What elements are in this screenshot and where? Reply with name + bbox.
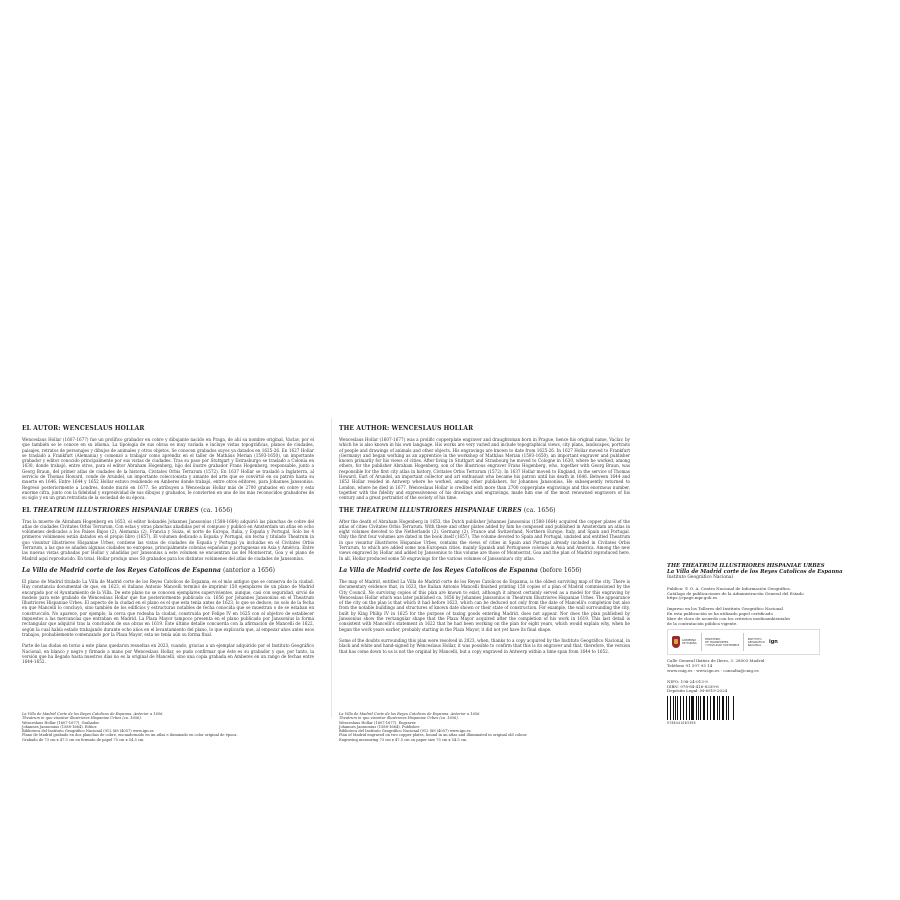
publica-line: Catálogo de publicaciones de la Administración General del Estado [667,590,804,596]
madrid-text-es-2: Parte de las dudas en torno a este plano quedaron resueltas en 2023, cuando, gracias a un ejemplar adquirido por el Instituto Geográfico Nacional, en blanco y negro y firmado a mano por Wenceslaus Hollar, se pudo confirmar que éste es su grabador y que, por tanto, la versión que ha llegado hasta nuestros días no es la original de Mancelli, sino una copia grabada en Amberes en un rango de fechas entre 1644-1652. [22,643,314,665]
institution-logos [667,629,820,655]
madrid-text-en-1: The map of Madrid, entitled La Villa de Madrid corte de los Reyes Catolicos de Espanna, is the oldest surviving map of the city. There is documentary evidence that, in 1623, the Italian Antonio Mancelli finished printing 150 copies of a plan of Madrid commissioned by the City Council. No surviving copies of this plan are known to exist, although it almost certainly served as a model for this engraving by Wenceslaus Hollar which was later published ca. 1656 by Johannes Janssonius in Theatrum Illustriores Hispaniae Urbes. The appearance of the city on the plan is that which it had before 1623, which can be deduced not only from the date of Mancelli's completion but also from the notable buildings and structures of known date shown or their state of construction. For example, the wall surrounding the city, built by King Philip IV in 1625 for the purpose of taxing goods entering Madrid, does not appear. Nor does the plan published by Janssonius show the rectangular shape that the Plaza Mayor acquired after the completion of his work in 1619. This last detail is consistent with Mancelli's statement in 1622 that he had been working on the plan for eight years, which would explain why, when he began the work years earlier, probably starting in the Plaza Mayor, it did not yet have its final shape. [339,578,630,632]
credit-line: Plan of Madrid engraved on two copper plates, bound in an atlas and illuminated in original old colour. [339,733,528,738]
madrid-text-es-1: El plano de Madrid titulado La Villa de Madrid corte de los Reyes Catolicos de Espanna, es el más antiguo que se conserva de la ciudad. Hay constancia documental de que, en 1623, el italiano Antonio Mancelli terminó de imprimir 150 ejemplares de un plano de Madrid encargado por el Ayuntamiento de la Villa. De este plano no se conocen ejemplares supervivientes, aunque, casi con seguridad, sirvió de modelo para este grabado de Wenceslaus Hollar que fue posteriormente publicado ca. 1656 por Johannes Janssonius en el Theatrum Illustriores Hispaniae Urbes. El aspecto de la ciudad en el plano es el que esta tenía antes de 1623, lo que se deduce, no solo de la fecha en que Mancelli lo concluyó, sino también de los edificios y estructuras notables de fecha conocida que se muestran o de se estaban en construcción. No aparece, por ejemplo, la cerca que rodeaba la ciudad, construida por Felipe IV en 1625 con el objetivo de establecer impuestos a las mercancías que entraban en Madrid. La Plaza Mayor tampoco presenta en el plano publicado por Janssonius la forma rectangular que adquirió tras la conclusión de sus obras en 1619. Este último detalle concuerda con la afirmación de Mancelli de 1622, según la cual había estado trabajando durante ocho años en el levantamiento del plano, lo que explicaría que, al empezar años antes esos trabajos, probablemente comenzando por la Plaza Mayor, esta no tenía aún su forma final. [22,578,314,637]
madrid-text-en-2: Some of the doubts surrounding this plan were resolved in 2023, when, thanks to a copy acquired by the Instituto Geográfico Nacional, in black and white and hand-signed by Wenceslaus Hollar, it was possible to confirm that this is its engraver and that, therefore, the version that has come down to us is not the original by Mancelli, but a copy engraved in Antwerp within a time span from 1644 to 1652. [339,637,630,654]
credit-line: La Villa de Madrid Corte de los Reyes Catolicos de Espanna. Anterior a 1656. [339,712,481,716]
address-line: www.cnig.es · www.ign.es · consulta@cnig.es [667,667,759,673]
printed-line: En esta publicación se ha utilizado papel certificado [667,611,773,616]
coat-of-arms-icon [672,636,680,648]
madrid-heading-en: La Villa de Madrid corte de los Reyes Catolicos de Espanna (before 1656) [339,566,582,574]
credit-line: Wenceslaus Hollar (1607-1677). Engraver. [339,720,417,725]
credit-line: Plano de Madrid grabado en dos planchas de cobre, encuadernado en un atlas e iluminado en color original de época. [22,733,238,738]
theatrum-heading-en: THE THEATRUM ILLUSTRIORES HISPANIAE URBES (ca. 1656) [339,506,556,514]
publica-line: Publica: © O. A. Centro Nacional de Información Geográfica. [667,585,791,591]
credit-line: Theatrum in quo visuntur illustriores Hispaniae Urbes (ca. 1656). [22,716,142,721]
author-text-en: Wenceslaus Hollar (1607-1677) was a prolific copperplate engraver and draughtsman born in Prague, hence his original name, Vaclav, by which he is also known in his own language. His works are very varied and include topographical views, city plans, landscapes, portraits of people and drawings of animals and other objects. His engravings are known to date from 1625-26. In 1627 Hollar moved to Frankfurt (Germany) and began working as an apprentice in the workshop of Mathäus Merian (1593-1650), an important engraver and publisher known primarily for his views of cities. After living in Stuttgart and Strasbourg he moved to Cologne in 1630, where he worked, among others, for the publisher Abraham Hogenberg, son of the illustrious engraver Frans Hogenberg, who, together with Georg Braun, was responsible for the first city atlas in history, Civitates Orbis Terrarum (1572). In 1637 Hollar moved to England, in the service of Thomas Howard, Earl of Arundel, an important collector and art enthusiast who became his patron until his death in 1646. Between 1644 and 1652 Hollar resided in Antwerp where he worked, among other publishers, for Johannes Janssonius. He subsequently returned to London, where he died in 1677. Wenceslaus Hollar is credited with more than 2700 copperplate engravings and this enormous number, together with the fidelity and expressiveness of his drawings and engravings, made him one of the most renowned engravers of his century and a great portraitist of the society of his time. [339,437,630,501]
printed-line: libre de cloro de acuerdo con los criterios medioambientales [667,615,791,621]
author-heading-en: THE AUTHOR: WENCESLAUS HOLLAR [339,425,474,432]
credit-line: Wenceslaus Hollar (1607-1677). Grabador. [22,720,100,725]
credits-es [22,712,314,742]
theatrum-text-es: Tras la muerte de Abraham Hogenberg en 1653, el editor holandés Johannes Janssonius (1588-1664) adquirió las planchas de cobre del atlas de ciudades Civitates Orbis Terrarum. Con estas y otras planchas añadidas por el compuso y publicó en Amsterdam un atlas en ocho volúmenes dedicados a los Países Bajos (2), Alemania (2), Francia y Suiza, el norte de Europa, Italia, y España y Portugal. Solo los 4 primeros volúmenes están datados en el propio libro (1657). El volumen dedicado a España y Portugal, sin fecha y titulado Theatrum in quo visuntur illustriores Hispaniae Urbes, contiene las vistas de ciudades de España y Portugal ya incluidas en el Civitates Orbis Terrarum, a las que se añaden algunas ciudades no europeas, principalmente colonias españolas y portuguesas en Asia y América. Entre las nuevas vistas grabadas por Hollar y añadidas por Janssonius a este volumen se encuentran las del Montserrat, Goa y el plano de Madrid aquí reproducido. En total, Hollar produjo unos 50 grabados para los distintos volúmenes del atlas de ciudades de Janssonius. [22,518,314,561]
colophon-subtitle: La Villa de Madrid corte de los Reyes Catolicos de Espanna [667,569,843,576]
ministry-logo: MINISTERIO DE TRANSPORTES Y MOVILIDAD SOSTENIBLE [705,637,740,647]
address-line: Teléfono 91 597 95 14 [667,663,713,669]
credit-line: Grabado de 73 cm x 47.5 cm en formato de papel 75 cm x 54.5 cm. [22,737,145,742]
colophon-institution: Instituto Geográfico Nacional [667,575,733,581]
barcode-bar [734,696,735,720]
credit-line: Johannes Janssonius (1588-1664). Publisher. [339,724,420,729]
code-line: Depósito Legal: M-6919-2024 [667,688,728,694]
code-line: ISBN: 978-84-416-8339-6 [667,683,719,689]
isbn-barcode [667,696,882,720]
colophon-panel [667,563,882,725]
code-line: NIPO: 198-24-013-9 [667,678,708,684]
ign-logo: INSTITUTO GEOGRÁFICO NACIONAL ign [747,637,778,647]
colophon-title: THE THEATRUM ILLUSTRIORES HISPANIAE URBES [667,563,825,569]
government-logo: GOBIERNO DE ESPAÑA [672,636,697,648]
theatrum-text-en: After the death of Abraham Hogenberg in 1653, the Dutch publisher Johannes Janssonius (1588-1664) acquired the copper plates of the atlas of cities Civitates Orbis Terrarum. With these and other plates added by him he composed and published in Amsterdam an atlas in eight volumes devoted to the Netherlands (2), Germany (2), France and Switzerland, Northern Europe, Italy, and Spain and Portugal. Only the first four volumes are dated in the book itself (1657). The volume devoted to Spain and Portugal, undated and entitled Theatrum in quo visuntur illustriores Hispaniae Urbes, contains the views of cities in Spain and Portugal already included in Civitates Orbis Terrarum, to which are added some non-European cities, mainly Spanish and Portuguese colonies in Asia and America. Among the new views engraved by Hollar and added by Janssonius to this volume are those of Montserrat, Goa and the plan of Madrid reproduced here. In all, Hollar produced some 50 engravings for the various volumes of Janssonius's city atlas. [339,518,630,561]
author-heading-es: EL AUTOR: WENCESLAUS HOLLAR [22,425,145,432]
credit-line: Biblioteca del Instituto Geográfico Nacional (912 (88 (4057) www.ign.es [339,729,471,734]
credit-line: Theatrum in quo visuntur illustriores Hispaniae Urbes (ca. 1656). [339,716,459,721]
address-line: Calle General Ibáñez de Ibero, 3. 28003 Madrid [667,658,765,664]
credit-line: La Villa de Madrid Corte de los Reyes Catolicos de Espanna. Anterior a 1656. [22,712,164,716]
spanish-column [22,425,314,670]
publica-line: https://cpage.mpr.gob.es [667,595,718,601]
english-column [339,425,630,660]
credits-en [339,712,630,742]
printed-line: de la contratación pública vigente. [667,620,738,626]
ign-wordmark: ign [769,639,778,646]
madrid-heading-es: La Villa de Madrid corte de los Reyes Catolicos de Espanna (anterior a 1656) [22,566,276,574]
credit-line: Engraving measuring 73 cm x 47.5 cm on paper size 75 cm x 54.5 cm. [339,737,468,742]
printed-line: Impreso en los Talleres del Instituto Geográfico Nacional [667,606,783,612]
author-text-es: Wenceslaus Hollar (1607-1677) fue un prolífico grabador en cobre y dibujante nacido en Praga, de ahí su nombre original, Vaclav, por el que también se le conoce en su idioma. La tipología de sus obras es muy variada e incluye vistas topográficas, planos de ciudades, paisajes, retratos de personajes y dibujos de animales y otros objetos. Se conocen grabados suyos ya datados en 1625-26. En 1627 Hollar se trasladó a Frankfurt (Alemania) y comenzó a trabajar como aprendiz en el taller de Mathäus Merian (1593-1650), un importante grabador y editor conocido principalmente por sus vistas de ciudades. Tras su paso por Stuttgart y Estrasburgo se trasladó a Colonia en 1630, donde trabajó, entre otros, para el editor Abraham Hogenberg, hijo del ilustre grabador Frans Hogenberg, responsable, junto a Georg Braun, del primer atlas de ciudades de la historia, Civitates Orbis Terrarum (1572). En 1637 Hollar se trasladó a Inglaterra, al servicio de Thomas Howard, conde de Arundel, un importante coleccionista y amante del arte que se convirtió en su patrón hasta su muerte en 1646. Entre 1644 y 1652 Hollar estuvo residiendo en Amberes donde trabajó, entre otros editores, para Johannes Janssonius. Regresó posteriormente a Londres, donde murió en 1677. Se atribuyen a Wenceslaus Hollar más de 2700 grabados en cobre y esta enorme cifra, junto con la fidelidad y expresividad de sus dibujos y grabados, le convierten en uno de los más reconocidos grabadores de su siglo y en un gran retratista de la sociedad de su época. [22,437,314,501]
credit-line: Johannes Janssonius (1588-1664). Editor. [22,724,98,729]
theatrum-heading-es: EL THEATRUM ILLUSTRIORES HISPANIAE URBES (ca. 1656) [22,506,233,514]
column-divider [331,418,332,718]
barcode-number: 9788441683396 [667,721,696,726]
credit-line: Biblioteca del Instituto Geográfico Nacional (912 (88 (4057) www.ign.es [22,729,154,734]
